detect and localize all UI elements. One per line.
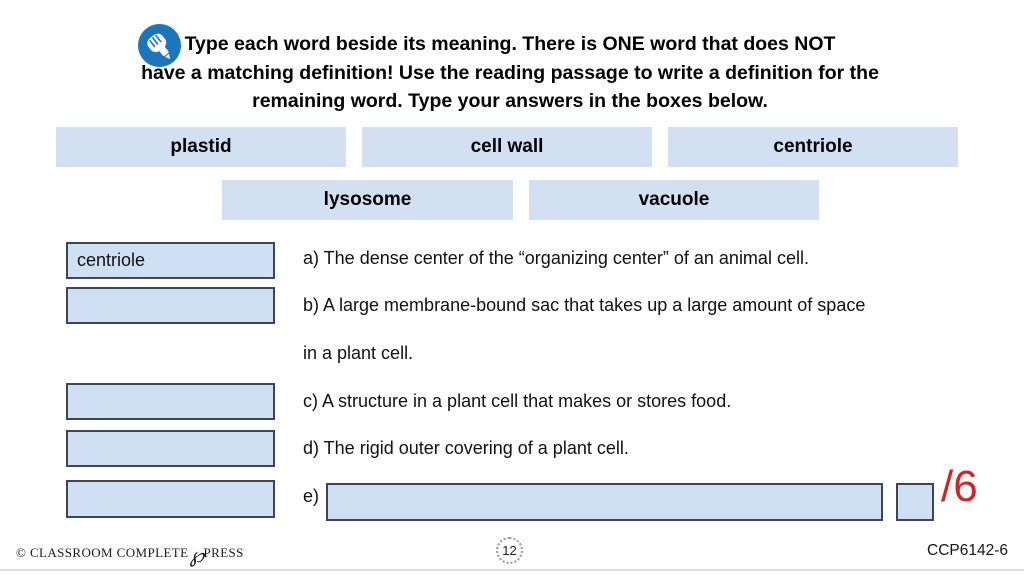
word-bank-item-lysosome: lysosome [222,180,513,220]
score-total-label: /6 [941,462,978,511]
answer-input-e[interactable] [66,480,275,518]
instructions [92,30,928,116]
publisher-logo [16,543,244,567]
page-number-badge: 12 [496,537,523,564]
word-bank-item-plastid: plastid [56,127,346,167]
publisher-name-left: CLASSROOM COMPLETE [29,545,189,560]
word-bank-item-cell-wall: cell wall [362,127,652,167]
answer-input-c[interactable] [66,383,275,420]
instruction-line-1: Type each word beside its meaning. There is ONE word that does NOT [184,33,836,55]
page-edge-divider [0,569,1024,571]
definition-e-label: e) [303,486,320,506]
definition-input-e[interactable] [326,483,883,521]
answer-input-d[interactable] [66,430,275,467]
answer-input-b[interactable] [66,287,275,324]
instruction-line-3: remaining word. Type your answers in the boxes below. [252,90,768,112]
instruction-line-2: have a matching definition! Use the reading passage to write a definition for the [141,61,879,84]
publisher-logo-glyph-icon: ℘ [189,543,205,567]
copyright-symbol: © [16,545,30,560]
definition-b-line-2: in a plant cell. [303,343,414,363]
answer-input-a[interactable] [66,242,275,279]
definition-d: d) The rigid outer covering of a plant cell. [303,438,629,458]
document-code: CCP6142-6 [927,542,1008,559]
definition-a: a) The dense center of the “organizing center” of an animal cell. [303,248,809,268]
definition-b-line-1: b) A large membrane-bound sac that takes up a large amount of space [303,295,866,315]
word-bank-item-vacuole: vacuole [529,180,819,220]
definition-c: c) A structure in a plant cell that makes or stores food. [303,391,732,411]
score-input-box[interactable] [896,483,934,521]
word-bank-item-centriole: centriole [668,127,958,167]
publisher-name-right: PRESS [203,545,244,560]
